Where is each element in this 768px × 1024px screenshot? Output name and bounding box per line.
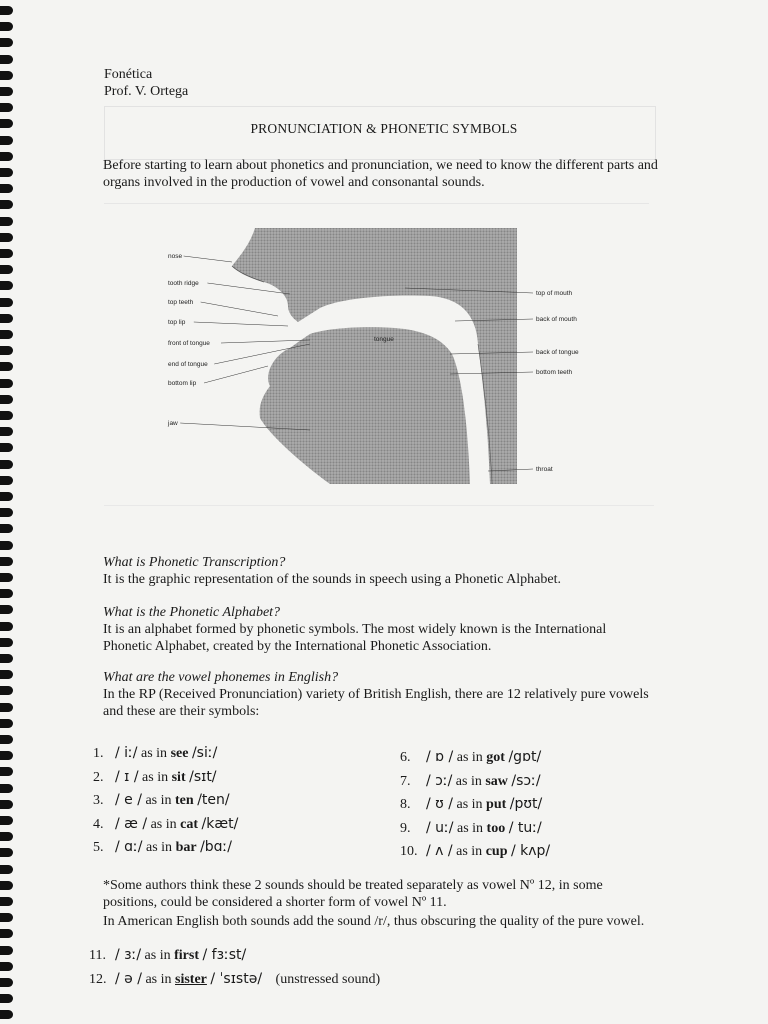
vowel-example-word: sit xyxy=(171,769,186,785)
vowel-as-in: as in xyxy=(145,971,172,987)
vowel-symbol: / ɔː/ xyxy=(426,772,453,789)
binding-ring xyxy=(0,1010,13,1019)
vowel-list-right xyxy=(400,746,550,864)
vowel-example-word: too xyxy=(486,820,506,836)
note-some-authors: *Some authors think these 2 sounds should be treated separately as vowel Nº 12, in some positions, could be considered a shorter form of vowel Nº 11. xyxy=(103,878,603,910)
vowel-row xyxy=(93,742,238,766)
binding-ring xyxy=(0,362,13,371)
label-end-of-tongue: end of tongue xyxy=(168,361,208,368)
vowel-row xyxy=(93,813,238,837)
vowel-transcription: /sɪt/ xyxy=(189,768,217,785)
vowel-note: (unstressed sound) xyxy=(275,971,381,987)
label-back-of-mouth-leader xyxy=(455,319,533,321)
vowel-list-extra xyxy=(89,944,380,991)
vowel-symbol: / iː/ xyxy=(115,745,138,761)
section-2 xyxy=(103,604,658,655)
section-1-question: What is Phonetic Transcription? xyxy=(103,555,286,570)
vowel-row xyxy=(400,770,550,794)
binding-ring xyxy=(0,314,13,323)
label-jaw: jaw xyxy=(168,420,178,427)
binding-ring xyxy=(0,994,13,1003)
binding-ring xyxy=(0,87,13,96)
binding-ring xyxy=(0,557,13,566)
binding-ring xyxy=(0,524,13,533)
vowel-number: 2. xyxy=(93,769,104,785)
vowel-example-word: cat xyxy=(180,816,199,832)
binding-ring xyxy=(0,233,13,242)
binding-ring xyxy=(0,346,13,355)
label-top-lip-leader xyxy=(194,322,288,326)
label-front-of-tongue: front of tongue xyxy=(168,340,210,347)
binding-ring xyxy=(0,865,13,874)
vowel-as-in: as in xyxy=(142,769,169,785)
note-american-english: In American English both sounds add the sound /r/, thus obscuring the quality of the pure vowel. xyxy=(103,914,645,929)
vowel-row xyxy=(400,817,550,841)
vowel-transcription: / tuː/ xyxy=(508,819,542,836)
binding-ring xyxy=(0,6,13,15)
binding-ring xyxy=(0,492,13,501)
label-top-teeth: top teeth xyxy=(168,299,194,306)
label-top-lip: top lip xyxy=(168,319,186,326)
label-nose-leader xyxy=(184,256,232,262)
binding-ring xyxy=(0,476,13,485)
binding-ring xyxy=(0,22,13,31)
binding-ring xyxy=(0,929,13,938)
binding-ring xyxy=(0,541,13,550)
vowel-as-in: as in xyxy=(146,840,173,855)
label-back-of-tongue-leader xyxy=(450,352,533,354)
vowel-number: 7. xyxy=(400,773,411,789)
binding-ring xyxy=(0,395,13,404)
spiral-binding xyxy=(0,0,16,1024)
vowel-number: 1. xyxy=(93,746,104,761)
binding-ring xyxy=(0,200,13,209)
vowel-symbol: / e / xyxy=(115,792,142,808)
label-tongue: tongue xyxy=(374,336,394,343)
vowel-example-word: saw xyxy=(485,773,508,789)
binding-ring xyxy=(0,298,13,307)
vowel-row xyxy=(400,746,550,770)
binding-ring xyxy=(0,897,13,906)
section-2-answer: It is an alphabet formed by phonetic symbols. The most widely known is the International Phonetic Alphabet, created by the International Phonetic Association. xyxy=(103,622,607,654)
label-back-of-mouth: back of mouth xyxy=(536,316,577,323)
binding-ring xyxy=(0,605,13,614)
vowel-transcription: /pʊt/ xyxy=(509,796,543,812)
binding-ring xyxy=(0,751,13,760)
label-bottom-teeth-leader xyxy=(450,372,533,374)
vowel-row xyxy=(400,793,550,817)
binding-ring xyxy=(0,281,13,290)
vowel-symbol: / ɒ / xyxy=(426,749,454,765)
label-tooth-ridge: tooth ridge xyxy=(168,280,199,287)
label-bottom-teeth: bottom teeth xyxy=(536,369,573,376)
vowel-row xyxy=(400,840,550,864)
binding-ring xyxy=(0,152,13,161)
vowel-number: 9. xyxy=(400,820,411,836)
binding-ring xyxy=(0,832,13,841)
label-throat-leader xyxy=(488,469,533,471)
label-bottom-lip: bottom lip xyxy=(168,380,197,387)
binding-ring xyxy=(0,881,13,890)
vowel-as-in: as in xyxy=(141,746,168,761)
binding-ring xyxy=(0,816,13,825)
label-bottom-lip-leader xyxy=(204,366,268,383)
binding-ring xyxy=(0,379,13,388)
page-title: PRONUNCIATION & PHONETIC SYMBOLS xyxy=(250,121,518,136)
binding-ring xyxy=(0,638,13,647)
vowel-symbol: / ʌ / xyxy=(426,843,453,859)
binding-ring xyxy=(0,71,13,80)
binding-ring xyxy=(0,411,13,420)
binding-ring xyxy=(0,589,13,598)
binding-ring xyxy=(0,330,13,339)
binding-ring xyxy=(0,184,13,193)
vowel-transcription: /kæt/ xyxy=(201,815,239,832)
binding-ring xyxy=(0,168,13,177)
vowel-example-word: bar xyxy=(175,840,197,855)
vowel-example-word: ten xyxy=(175,793,194,808)
vowel-transcription: / ˈsɪstə/ xyxy=(210,970,263,987)
vowel-list-left xyxy=(93,742,238,860)
binding-ring xyxy=(0,848,13,857)
binding-ring xyxy=(0,962,13,971)
vowel-transcription: /ten/ xyxy=(197,792,230,808)
section-1 xyxy=(103,554,663,588)
vowel-as-in: as in xyxy=(145,793,172,808)
binding-ring xyxy=(0,784,13,793)
section-3 xyxy=(103,669,658,720)
binding-ring xyxy=(0,735,13,744)
label-throat: throat xyxy=(536,466,553,473)
label-top-teeth-leader xyxy=(201,302,278,316)
label-end-of-tongue-leader xyxy=(214,344,310,364)
vowel-transcription: /siː/ xyxy=(191,745,218,761)
intro-paragraph: Before starting to learn about phonetics and pronunciation, we need to know the different parts and organs involved in the production of vowel and consonantal sounds. xyxy=(103,158,658,190)
binding-ring xyxy=(0,508,13,517)
binding-ring xyxy=(0,443,13,452)
vowel-transcription: /gɒt/ xyxy=(508,749,542,765)
binding-ring xyxy=(0,654,13,663)
vowel-as-in: as in xyxy=(456,797,483,812)
vowel-row xyxy=(89,968,380,992)
professor-name: Prof. V. Ortega xyxy=(104,84,189,99)
binding-ring xyxy=(0,38,13,47)
label-jaw-leader xyxy=(180,423,310,430)
binding-ring xyxy=(0,622,13,631)
section-3-question: What are the vowel phonemes in English? xyxy=(103,670,339,685)
binding-ring xyxy=(0,55,13,64)
binding-ring xyxy=(0,719,13,728)
vowel-row xyxy=(93,836,238,860)
binding-ring xyxy=(0,800,13,809)
binding-ring xyxy=(0,103,13,112)
vowel-transcription: / kʌp/ xyxy=(510,843,551,859)
vocal-tract-diagram xyxy=(160,226,580,488)
vowel-row xyxy=(89,944,380,968)
vowel-symbol: / ɪ / xyxy=(115,768,139,785)
course-name: Fonética xyxy=(104,67,153,82)
vowel-row xyxy=(93,789,238,813)
label-front-of-tongue-leader xyxy=(221,340,310,343)
vowel-number: 12. xyxy=(89,971,107,987)
section-3-answer: In the RP (Received Pronunciation) variety of British English, there are 12 relatively pure vowels and these are their symbols: xyxy=(103,687,649,719)
binding-ring xyxy=(0,978,13,987)
vowel-as-in: as in xyxy=(456,820,484,836)
label-top-of-mouth: top of mouth xyxy=(536,290,573,297)
vowel-symbol: / uː/ xyxy=(426,819,454,836)
vowel-transcription: / fɜːst/ xyxy=(202,947,247,963)
vowel-number: 6. xyxy=(400,750,411,765)
binding-ring xyxy=(0,670,13,679)
vowel-number: 11. xyxy=(89,948,106,963)
vowel-symbol: / ə / xyxy=(115,970,142,987)
section-1-answer: It is the graphic representation of the sounds in speech using a Phonetic Alphabet. xyxy=(103,572,562,587)
binding-ring xyxy=(0,946,13,955)
vowel-as-in: as in xyxy=(455,773,482,789)
binding-ring xyxy=(0,686,13,695)
vowel-example-word: put xyxy=(486,797,507,812)
vowel-transcription: /bɑː/ xyxy=(200,839,232,855)
vowel-symbol: / æ / xyxy=(115,815,148,832)
vowel-example-word: got xyxy=(486,750,505,765)
binding-ring xyxy=(0,217,13,226)
label-nose: nose xyxy=(168,253,183,260)
binding-ring xyxy=(0,249,13,258)
vowel-example-word: sister xyxy=(175,971,207,987)
binding-ring xyxy=(0,703,13,712)
vowel-transcription: /sɔː/ xyxy=(511,772,541,789)
binding-ring xyxy=(0,767,13,776)
section-2-question: What is the Phonetic Alphabet? xyxy=(103,605,281,620)
vowel-symbol: / ʊ / xyxy=(426,796,453,812)
vowel-as-in: as in xyxy=(150,816,177,832)
vowel-as-in: as in xyxy=(456,844,483,859)
vowel-number: 3. xyxy=(93,793,104,808)
vowel-row xyxy=(93,766,238,790)
label-top-of-mouth-leader xyxy=(405,288,533,293)
binding-ring xyxy=(0,460,13,469)
vowel-symbol: / ɑː/ xyxy=(115,839,143,855)
diagram-labels xyxy=(160,226,580,488)
vowel-number: 4. xyxy=(93,816,104,832)
binding-ring xyxy=(0,265,13,274)
vowel-number: 8. xyxy=(400,797,411,812)
binding-ring xyxy=(0,573,13,582)
label-tooth-ridge-leader xyxy=(207,283,290,294)
binding-ring xyxy=(0,427,13,436)
vowel-as-in: as in xyxy=(144,948,171,963)
vowel-as-in: as in xyxy=(456,750,483,765)
binding-ring xyxy=(0,913,13,922)
label-back-of-tongue: back of tongue xyxy=(536,349,579,356)
vowel-number: 10. xyxy=(400,844,418,859)
vowel-example-word: first xyxy=(174,948,199,963)
vowel-symbol: / ɜː/ xyxy=(115,947,142,963)
vowel-example-word: see xyxy=(170,746,189,761)
vowel-example-word: cup xyxy=(485,844,508,859)
vowel-number: 5. xyxy=(93,840,104,855)
